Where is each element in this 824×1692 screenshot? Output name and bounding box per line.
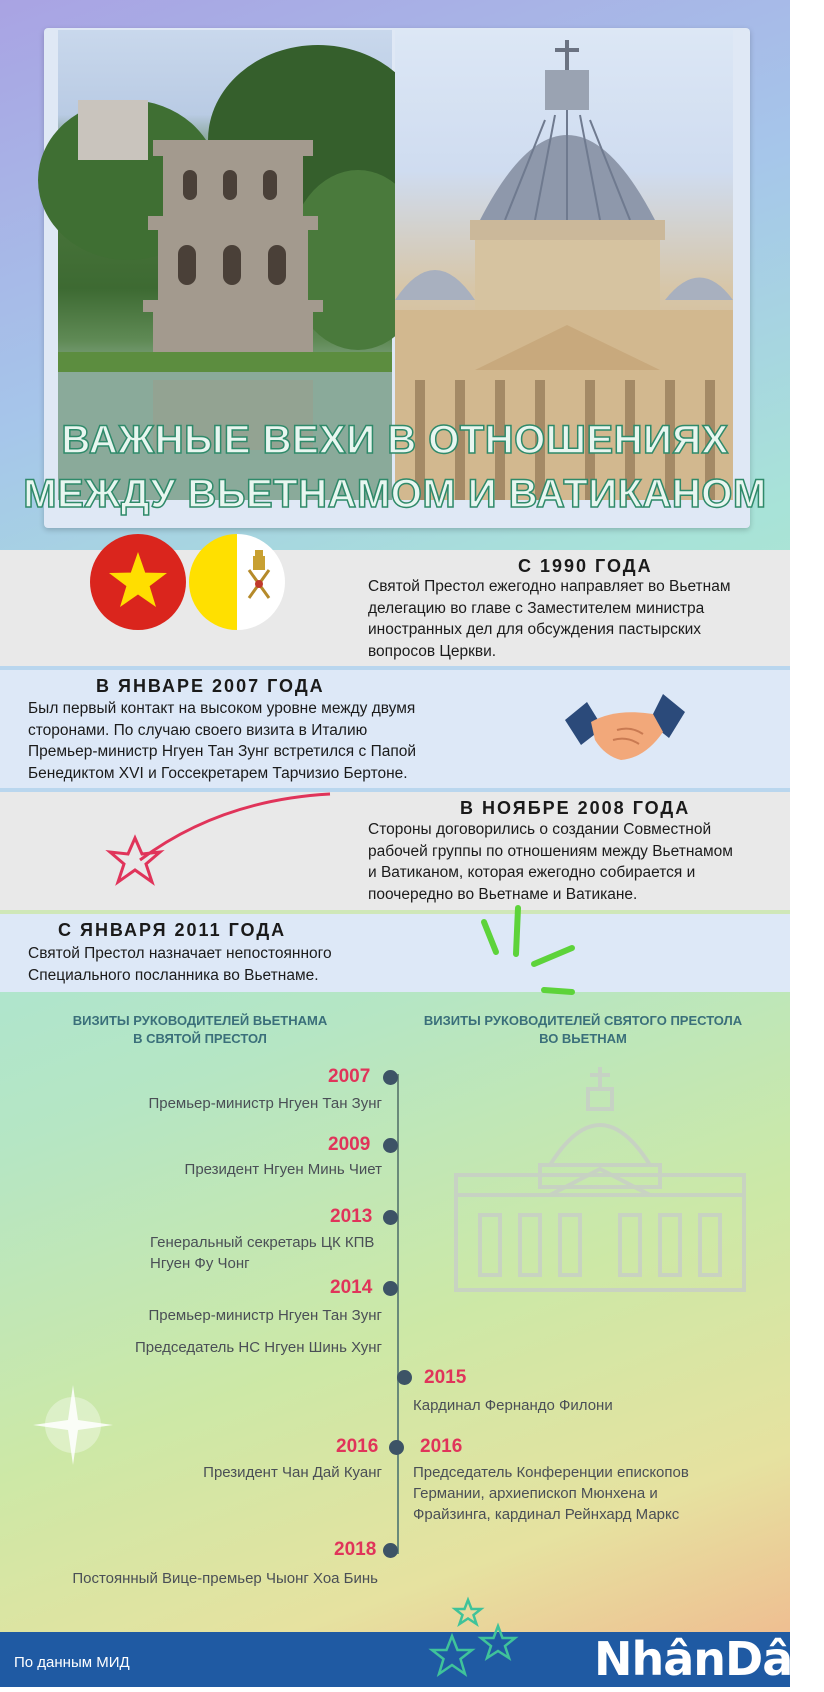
timeline-dot [397,1370,412,1385]
right-column-heading: ВИЗИТЫ РУКОВОДИТЕЛЕЙ СВЯТОГО ПРЕСТОЛА ВО ВЬЕТНАМ [423,1013,743,1046]
hs-visit-2015-text: Кардинал Фернандо Филони [413,1397,613,1414]
milestone-2007-heading: В ЯНВАРЕ 2007 ГОДА [96,676,325,696]
visit-2013-text: Генеральный секретарь ЦК КПВ Нгуен Фу Чонг [150,1234,375,1272]
milestone-2008-text: Стороны договорились о создании Совместной рабочей группы по отношениям между Вьетнамом и Ватиканом, которая ежегодно собирается и поочередно во Вьетнаме и Ватикане. [368,821,733,903]
visit-2013-year: 2013 [330,1206,373,1227]
source-note: По данным МИД [14,1654,130,1671]
title-line-2: МЕЖДУ ВЬЕТНАМОМ И ВАТИКАНОМ [23,472,767,516]
sparkle-icon [28,1380,118,1475]
visit-2009-text: Президент Нгуен Минь Чиет [184,1161,382,1178]
milestone-2011-text: Святой Престол назначает непостоянного Специального посланника во Вьетнаме. [28,945,332,984]
handshake-icon [565,690,685,775]
timeline-dot [383,1210,398,1225]
milestone-2007-text: Был первый контакт на высоком уровне между двумя сторонами. По случаю своего визита в Италию Премьер-министр Нгуен Тан Зунг встретился с Папой Бенедиктом XVI и Госсекретарем Тарчизио Бертоне. [28,700,416,782]
timeline-dot [383,1070,398,1085]
left-column-heading: ВИЗИТЫ РУКОВОДИТЕЛЕЙ ВЬЕТНАМА В СВЯТОЙ ПРЕСТОЛ [72,1013,328,1046]
timeline-dot [389,1440,404,1455]
milestone-1990-text: Святой Престол ежегодно направляет во Вьетнам делегацию во главе с Заместителем министра иностранных дел для обсуждения пастырских вопросов Церкви. [368,578,731,660]
hero [0,0,790,545]
milestone-2011-heading: С ЯНВАРЯ 2011 ГОДА [58,920,287,940]
visit-2014-year: 2014 [330,1277,373,1298]
sparkle-lines-icon [478,902,578,1007]
visit-2016-year: 2016 [336,1436,379,1457]
hs-visit-2016-year: 2016 [420,1436,463,1457]
vietnam-flag-icon [90,534,186,635]
nhandan-logo: NhânDân [594,1632,824,1686]
visit-2014-text-1: Премьер-министр Нгуен Тан Зунг [148,1307,382,1324]
milestone-1990-heading: С 1990 ГОДА [518,556,653,576]
visit-2018-year: 2018 [334,1539,377,1560]
hs-visit-2016-text: Председатель Конференции епископов Германии, архиепископ Мюнхена и Фрайзинга, кардинал Рейнхард Маркс [413,1464,689,1523]
visit-2007-year: 2007 [328,1066,371,1087]
visit-2016-text: Президент Чан Дай Куанг [203,1464,382,1481]
shooting-star-icon [100,790,340,910]
stars-icon [428,1596,528,1692]
milestone-2008-heading: В НОЯБРЕ 2008 ГОДА [460,798,691,818]
timeline-dot [383,1138,398,1153]
title-line-1: ВАЖНЫЕ ВЕХИ В ОТНОШЕНИЯХ [61,418,729,462]
visit-2014-text-2: Председатель НС Нгуен Шинь Хунг [134,1339,382,1356]
timeline-dot [383,1281,398,1296]
vatican-flag-icon [189,534,285,635]
visit-2009-year: 2009 [328,1134,371,1155]
cathedral-outline-icon [450,1065,750,1300]
timeline-dot [383,1543,398,1558]
visit-2018-text: Постоянный Вице-премьер Чыонг Хоа Бинь [72,1570,378,1587]
hs-visit-2015-year: 2015 [424,1367,467,1388]
visit-2007-text: Премьер-министр Нгуен Тан Зунг [148,1095,382,1112]
